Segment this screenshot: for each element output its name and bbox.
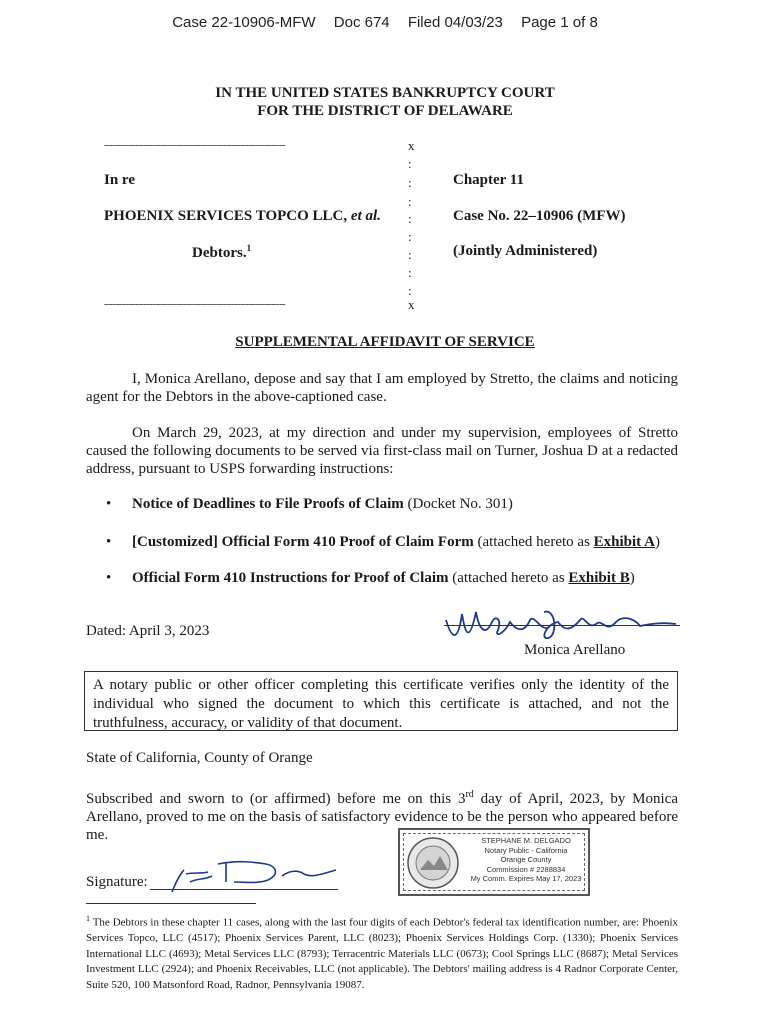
filed-date: Filed 04/03/23 <box>407 14 503 31</box>
affidavit-paragraph-1: I, Monica Arellano, depose and say that I am employed by Stretto, the claims and noticing agent for the Debtors in the above-captioned case. <box>86 371 678 405</box>
page-number: Page 1 of 8 <box>521 14 598 31</box>
document-detail: (Docket No. 301) <box>403 496 513 512</box>
debtors-text: Debtors. <box>192 245 247 261</box>
jurat-text-a: Subscribed and sworn to (or affirmed) before me on this 3 <box>86 791 466 807</box>
paren-close: ) <box>629 570 635 586</box>
footnote <box>86 911 678 993</box>
caption-colon: : <box>408 229 412 244</box>
caption-colon: : <box>408 156 412 171</box>
jurat-text-b: day of April, 2023, by Monica Arellano, proved to me on the basis of satisfactory evidence to be the person who appeared before me. <box>86 791 678 843</box>
affidavit-paragraph-2: On March 29, 2023, at my direction and under my supervision, employees of Stretto caused the following documents to be served via first-class mail on Turner, Joshua D at a redacted address, pursuant to USPS forwarding instructions: <box>86 425 678 477</box>
document-detail: (attached hereto as <box>473 534 594 550</box>
list-item <box>106 534 660 551</box>
notary-county: Orange County <box>500 855 552 864</box>
debtor-entity: PHOENIX SERVICES TOPCO LLC, <box>104 208 348 224</box>
chapter-label: Chapter 11 <box>453 172 524 188</box>
case-no-label: Case No. 22–10906 (MFW) <box>453 208 626 224</box>
signer-name: Monica Arellano <box>524 642 626 658</box>
notary-title: Notary Public - California <box>484 845 568 855</box>
jurat-ordinal: rd <box>465 789 474 800</box>
joint-admin-label: (Jointly Administered) <box>453 243 598 259</box>
caption-colon: : <box>408 175 412 190</box>
signature-line <box>444 625 680 626</box>
document-name: Official Form 410 Instructions for Proof of Claim <box>132 570 449 586</box>
document-name: [Customized] Official Form 410 Proof of Claim Form <box>132 534 474 550</box>
in-re-label: In re <box>104 172 135 188</box>
et-al: et al. <box>350 208 381 224</box>
footnote-divider <box>86 903 256 904</box>
footnote-text: The Debtors in these chapter 11 cases, along with the last four digits of each Debtor's federal tax identification number, are: Phoenix Services Topco, LLC (4517); Phoenix Services Parent, LLC (8023); Phoenix Services Holdings Corp. (1330); Phoenix Services International LLC (4693); Metal Services LLC (8793); Terracentric Materials LLC (0673); Cool Springs LLC (8687); Metal Services Investment LLC (2924); and Phoenix Receivables, LLC (not applicable). The Debtors' mailing address is 4 Radnor Corporate Center, Suite 520, 100 Matsonford Road, Radnor, Pennsylvania 19087. <box>86 916 679 991</box>
doc-number: Doc 674 <box>333 14 390 31</box>
exhibit-b-link: Exhibit B <box>568 570 630 586</box>
notary-expiration: My Comm. Expires May 17, 2023 <box>470 874 582 883</box>
state-seal-icon <box>406 836 460 890</box>
list-item <box>106 570 635 587</box>
caption-top-x: x <box>408 138 415 153</box>
caption-top-rule: ---------------------------------------------------------------- <box>104 140 286 151</box>
signature-image <box>440 600 680 648</box>
venue-line: State of California, County of Orange <box>86 750 313 766</box>
debtor-name <box>104 208 381 225</box>
caption-colon: : <box>408 211 412 226</box>
court-line-1: IN THE UNITED STATES BANKRUPTCY COURT <box>215 85 555 101</box>
notary-commission: Commission # 2288834 <box>486 864 566 874</box>
paren-close: ) <box>654 534 660 550</box>
ecf-header <box>0 14 770 31</box>
notary-signature-stroke <box>172 862 336 892</box>
footnote-number: 1 <box>86 914 90 923</box>
caption-colon: : <box>408 265 412 280</box>
exhibit-a-link: Exhibit A <box>593 534 655 550</box>
signature-label: Signature: <box>86 874 148 890</box>
document-name: Notice of Deadlines to File Proofs of Claim <box>132 496 404 512</box>
dated-line: Dated: April 3, 2023 <box>86 623 210 639</box>
court-line-2: FOR THE DISTRICT OF DELAWARE <box>257 103 513 119</box>
caption-bottom-x: x <box>408 297 415 312</box>
bullet-icon: • <box>106 496 112 512</box>
caption-colon: : <box>408 283 412 298</box>
notary-name: STEPHANE M. DELGADO <box>481 836 571 845</box>
document-detail: (attached hereto as <box>448 570 569 586</box>
notary-notice-box: A notary public or other officer completing this certificate verifies only the identity of the individual who signed the document to which this certificate is attached, and not the truthfulness, accuracy, or validity of that document. <box>84 671 678 731</box>
notary-seal <box>398 828 590 896</box>
footnote-ref: 1 <box>246 243 252 253</box>
seal-text <box>464 836 588 884</box>
case-number: Case 22-10906-MFW <box>172 14 316 31</box>
caption-colon: : <box>408 247 412 262</box>
caption-colon: : <box>408 194 412 209</box>
bullet-icon: • <box>106 570 112 586</box>
bullet-icon: • <box>106 534 112 550</box>
notary-signature-line <box>150 889 338 890</box>
court-heading <box>0 84 770 120</box>
debtors-label <box>192 243 251 262</box>
caption-bottom-rule: ---------------------------------------------------------------- <box>104 299 286 310</box>
list-item <box>106 496 513 513</box>
document-title: SUPPLEMENTAL AFFIDAVIT OF SERVICE <box>235 334 535 350</box>
